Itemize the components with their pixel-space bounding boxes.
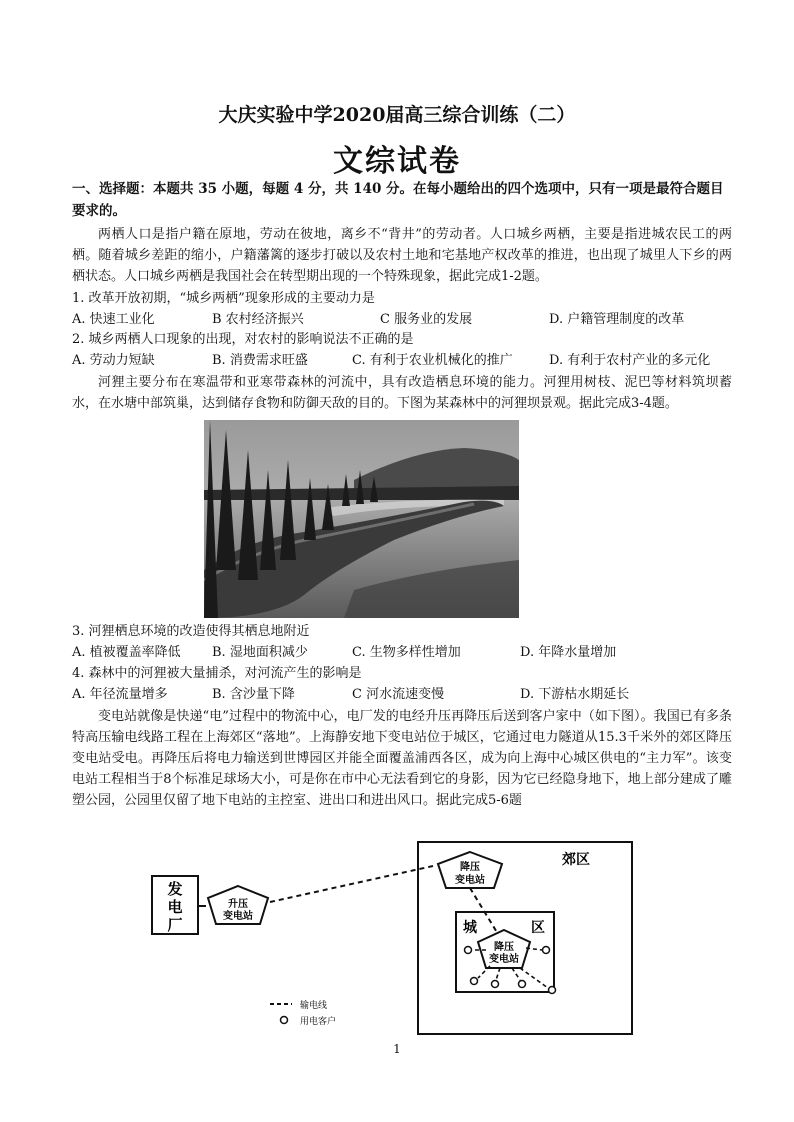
power-plant-label-3: 厂 bbox=[167, 916, 183, 934]
question-4-option-b: B. 含沙量下降 bbox=[212, 687, 295, 702]
step-up-substation-label-2: 变电站 bbox=[223, 911, 253, 922]
passage-2: 河狸主要分布在寒温带和亚寒带森林的河流中，具有改造栖息环境的能力。河狸用树枝、泥巴等材料筑坝蓄水，在水塘中部筑巢，达到储存食物和防御天敌的目的。下图为某森林中的河狸坝景观。据此完成3-4题。 bbox=[72, 375, 732, 411]
question-1-option-d: D. 户籍管理制度的改革 bbox=[549, 312, 685, 327]
suburb-label: 郊区 bbox=[562, 852, 590, 868]
city-label-1: 城 bbox=[463, 920, 477, 936]
section-heading: 一、选择题：本题共 35 小题，每题 4 分，共 140 分。在每小题给出的四个选项中，只有一项是最符合题目要求的。 bbox=[72, 181, 724, 219]
legend-customer-label: 用电客户 bbox=[300, 1017, 337, 1027]
customer-marker bbox=[492, 981, 499, 988]
question-2-option-b: B. 消费需求旺盛 bbox=[212, 353, 308, 368]
customer-marker bbox=[465, 947, 472, 954]
power-plant-label-1: 发 bbox=[167, 880, 183, 898]
question-3-option-d: D. 年降水量增加 bbox=[520, 645, 617, 660]
passage-1: 两栖人口是指户籍在原地，劳动在彼地，离乡不“背井”的劳动者。人口城乡两栖，主要是指进城农民工的两栖。随着城乡差距的缩小，户籍藩篱的逐步打破以及农村土地和宅基地产权改革的推进，也出现了城里人下乡的两栖状态。人口城乡两栖是我国社会在转型期出现的一个特殊现象，据此完成1-2题。 bbox=[72, 227, 732, 284]
question-4-option-d: D. 下游枯水期延长 bbox=[520, 687, 630, 702]
question-2-option-c: C. 有利于农业机械化的推广 bbox=[352, 353, 513, 368]
question-1-stem: 1. 改革开放初期，“城乡两栖”现象形成的主要动力是 bbox=[72, 291, 375, 306]
city-step-down-label-1: 降压 bbox=[494, 942, 514, 953]
customer-marker bbox=[543, 947, 550, 954]
question-1-option-b: B 农村经济振兴 bbox=[212, 312, 304, 327]
exam-subject-title: 文综试卷 bbox=[333, 144, 461, 179]
question-3-option-b: B. 湿地面积减少 bbox=[212, 645, 308, 660]
question-3-option-c: C. 生物多样性增加 bbox=[352, 645, 461, 660]
distribution-line bbox=[496, 968, 500, 980]
question-2-option-d: D. 有利于农村产业的多元化 bbox=[549, 353, 711, 368]
question-2-option-a: A. 劳动力短缺 bbox=[72, 353, 155, 368]
question-1-option-a: A. 快速工业化 bbox=[72, 312, 155, 327]
transmission-line-main bbox=[270, 866, 433, 902]
question-4-option-a: A. 年径流量增多 bbox=[72, 687, 168, 702]
step-up-substation-label-1: 升压 bbox=[228, 899, 248, 910]
question-4-stem: 4. 森林中的河狸被大量捕杀，对河流产生的影响是 bbox=[72, 666, 362, 681]
distribution-line bbox=[478, 966, 490, 978]
customer-marker bbox=[549, 987, 556, 994]
beaver-dam-photo bbox=[204, 420, 519, 618]
passage-3: 变电站就像是快递“电”过程中的物流中心，电厂发的电经升压再降压后送到客户家中（如下图）。我国已有多条特高压输电线路工程在上海郊区“落地”。上海静安地下变电站位于城区，它通过电力隧道从15.3千米外的郊区降压变电站受电。再降压后将电力输送到世博园区并能全面覆盖浦西各区，成为向上海中心城区供电的“主力军”。该变电站工程相当于8个标准足球场大小，可是你在市中心无法看到它的身影，因为它已经隐身地下，地上部分建成了雕塑公园，公园里仅留了地下电站的主控室、进出口和进出风口。据此完成5-6题 bbox=[72, 709, 732, 808]
exam-title: 大庆实验中学2020届高三综合训练（二） bbox=[218, 104, 576, 126]
question-3-stem: 3. 河狸栖息环境的改造使得其栖息地附近 bbox=[72, 624, 310, 639]
legend-line-label: 输电线 bbox=[300, 1001, 328, 1011]
legend-customer-swatch bbox=[281, 1017, 288, 1024]
question-2-stem: 2. 城乡两栖人口现象的出现，对农村的影响说法不正确的是 bbox=[72, 332, 414, 347]
customer-marker bbox=[519, 981, 526, 988]
power-plant-label-2: 电 bbox=[167, 898, 183, 916]
customer-marker bbox=[471, 978, 478, 985]
question-4-option-c: C 河水流速变慢 bbox=[352, 687, 445, 702]
question-1-option-c: C 服务业的发展 bbox=[380, 312, 473, 327]
distribution-line bbox=[512, 968, 520, 980]
city-label-2: 区 bbox=[531, 920, 545, 936]
power-transmission-diagram bbox=[150, 838, 640, 1038]
suburb-step-down-label-1: 降压 bbox=[460, 862, 480, 873]
suburb-step-down-label-2: 变电站 bbox=[455, 875, 485, 886]
city-step-down-label-2: 变电站 bbox=[489, 954, 519, 965]
question-3-option-a: A. 植被覆盖率降低 bbox=[72, 645, 181, 660]
page-number: 1 bbox=[393, 1042, 401, 1056]
